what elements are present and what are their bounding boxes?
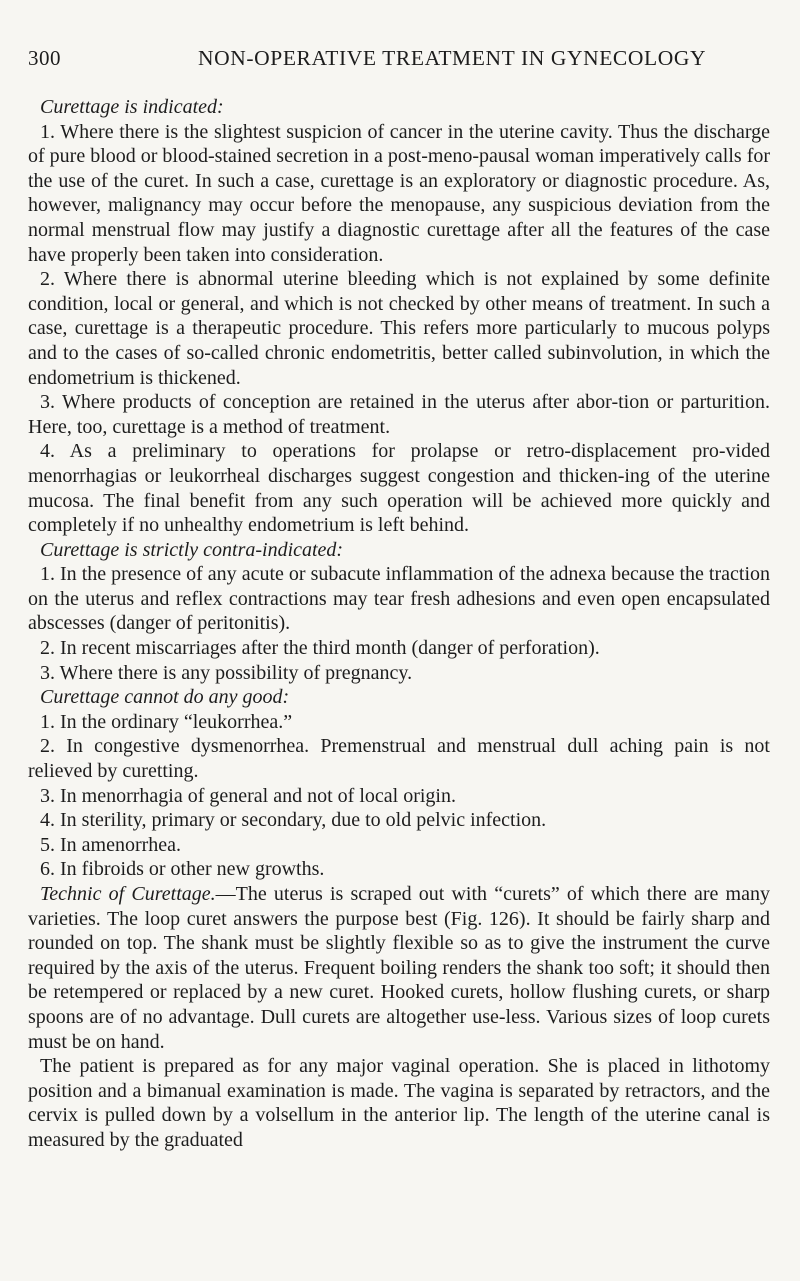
no-good-item: 3. In menorrhagia of general and not of local origin. bbox=[40, 784, 456, 807]
no-good-item: 5. In amenorrhea. bbox=[40, 833, 182, 856]
technic-heading: Technic of Curettage. bbox=[40, 883, 216, 905]
procedure-paragraph: The patient is prepared as for any major vaginal operation. She is placed in lithotomy position and a bimanual examination is made. The vagina is separated by retractors, and the cervix is pulled down by a volsellum in the anterior lip. The length of the uterine canal is measured by the graduated bbox=[28, 1055, 770, 1151]
contraindication-item: 1. In the presence of any acute or subacute inflammation of the adnexa because the traction on the uterus and reflex contractions may tear fresh adhesions and even open encapsulated abscesses (danger of peritonitis). bbox=[28, 563, 770, 635]
contraindication-item: 3. Where there is any possibility of pregnancy. bbox=[40, 661, 413, 684]
page-number: 300 bbox=[28, 46, 61, 70]
section-heading-no-good: Curettage cannot do any good: bbox=[40, 686, 290, 709]
technic-paragraph bbox=[28, 882, 770, 1054]
section-heading-indicated: Curettage is indicated: bbox=[40, 96, 224, 118]
technic-text: —The uterus is scraped out with “curets” of which there are many varieties. The loop curet answers the purpose best (Fig. 126). It should be fairly sharp and rounded on top. The shank must be slightly flexible so as to give the instrument the curve required by the axis of the uterus. Frequent boiling renders the shank too soft; it should then be retempered or replaced by a new curet. Hooked curets, hollow flushing curets, or sharp spoons are of no advantage. Dull curets are altogether use-less. Various sizes of loop curets must be on hand. bbox=[28, 883, 770, 1053]
indication-item: 4. As a preliminary to operations for prolapse or retro-displacement pro-vided menorrhagias or leukorrheal discharges suggest congestion and thicken-ing of the uterine mucosa. The final benefit from any such operation will be achieved more quickly and completely if no unhealthy endometrium is left behind. bbox=[28, 440, 770, 537]
indication-item: 2. Where there is abnormal uterine bleeding which is not explained by some definite condition, local or general, and which is not checked by other means of treatment. In such a case, curettage is a therapeutic procedure. This refers more particularly to mucous polyps and to the cases of so-called chronic endometritis, better called subinvolution, in which the endometrium is thickened. bbox=[28, 268, 770, 389]
running-title: NON-OPERATIVE TREATMENT IN GYNECOLOGY bbox=[198, 46, 707, 70]
book-page bbox=[28, 38, 770, 1153]
contraindication-item: 2. In recent miscarriages after the third month (danger of perforation). bbox=[40, 637, 600, 660]
section-heading-contraindicated: Curettage is strictly contra-indicated: bbox=[40, 538, 344, 561]
no-good-item: 6. In fibroids or other new growths. bbox=[40, 858, 325, 881]
no-good-item: 4. In sterility, primary or secondary, due to old pelvic infection. bbox=[40, 809, 547, 832]
indication-item: 1. Where there is the slightest suspicion of cancer in the uterine cavity. Thus the discharge of pure blood or blood-stained secretion in a post-meno-pausal woman imperatively calls for the use of the curet. In such a case, curettage is an exploratory or diagnostic procedure. As, however, malignancy may occur before the menopause, any suspicious deviation from the normal menstrual flow may justify a diagnostic curettage after all the features of the case have properly been taken into consideration. bbox=[28, 120, 771, 266]
running-header bbox=[28, 38, 770, 78]
no-good-item: 2. In congestive dysmenorrhea. Premenstrual and menstrual dull aching pain is not relieved by curetting. bbox=[28, 735, 770, 783]
no-good-item: 1. In the ordinary “leukorrhea.” bbox=[40, 710, 293, 733]
body-text bbox=[28, 95, 770, 1153]
indication-item: 3. Where products of conception are retained in the uterus after abor-tion or parturition. Here, too, curettage is a method of treatment. bbox=[28, 391, 770, 438]
